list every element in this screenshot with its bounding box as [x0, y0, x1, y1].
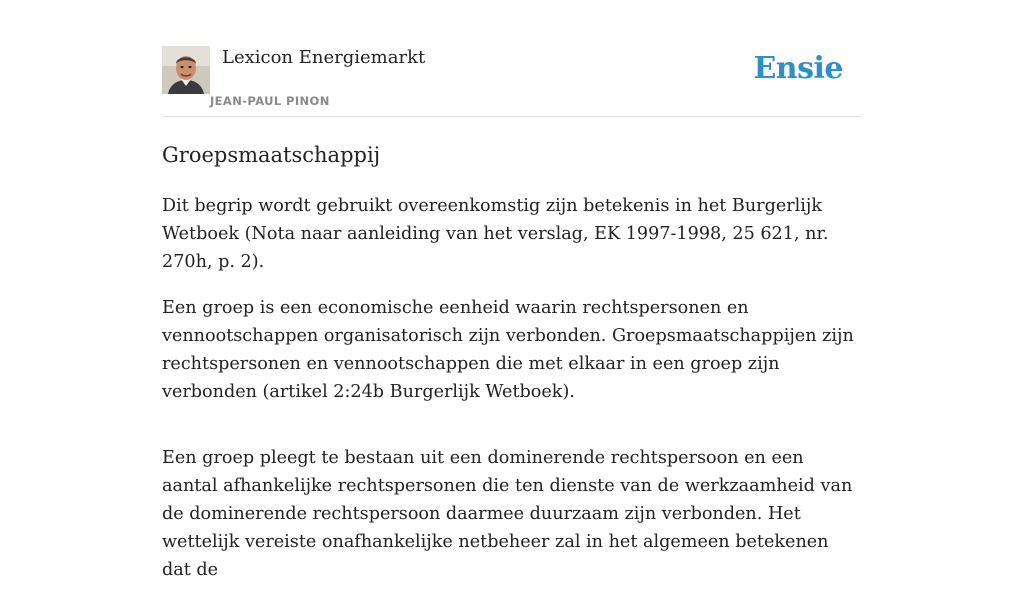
ensie-logo[interactable]: Ensie [753, 51, 843, 86]
entry-header [162, 0, 862, 117]
entry-paragraph: Een groep pleegt te bestaan uit een dominerende rechtspersoon en een aantal afhankelijke rechtspersonen die ten dienste van de werkzaamheid van de dominerende rechtspersoon daarmee duurzaam zijn verbonden. Het wettelijk vereiste onafhankelijke netbeheer zal in het algemeen betekenen dat de [162, 448, 853, 580]
entry-content [162, 140, 862, 602]
collection-title[interactable]: Lexicon Energiemarkt [222, 47, 426, 68]
entry-card [162, 0, 862, 580]
entry-paragraph: Een groep is een economische eenheid waarin rechtspersonen en vennootschappen organisatorisch zijn verbonden. Groepsmaatschappijen zijn rechtspersonen en vennootschappen die met elkaar in een groep zijn verbonden (artikel 2:24b Burgerlijk Wetboek). [162, 298, 854, 402]
author-avatar[interactable] [162, 46, 210, 94]
entry-paragraph: Dit begrip wordt gebruikt overeenkomstig zijn betekenis in het Burgerlijk Wetboek (Nota naar aanleiding van het verslag, EK 1997-1998, 25 621, nr. 270h, p. 2). [162, 196, 829, 272]
author-name[interactable]: JEAN-PAUL PINON [210, 94, 330, 108]
entry-title: Groepsmaatschappij [162, 143, 381, 167]
author-portrait-icon [162, 46, 210, 94]
